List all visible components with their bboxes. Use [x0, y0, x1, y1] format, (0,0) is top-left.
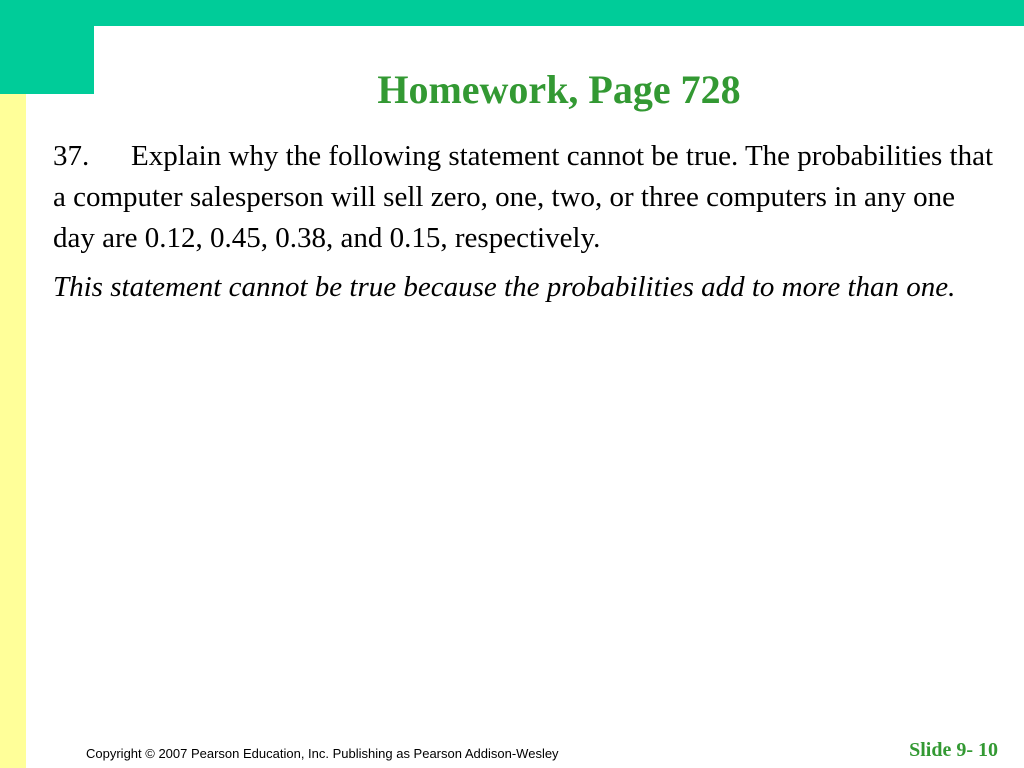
corner-accent-block [0, 0, 94, 94]
slide-number: Slide 9- 10 [909, 739, 998, 761]
answer-paragraph: This statement cannot be true because the probabilities add to more than one. [53, 271, 956, 303]
slide-title: Homework, Page 728 [377, 67, 741, 112]
question-number: 37. [53, 140, 90, 172]
slide-body [53, 136, 993, 308]
top-accent-bar [0, 0, 1024, 26]
question-paragraph [53, 136, 993, 259]
left-accent-bar [0, 94, 26, 768]
question-text: Explain why the following statement cannot be true. The probabilities that a computer salesperson will sell zero, one, two, or three computers in any one day are 0.12, 0.45, 0.38, and 0.15, respectively. [53, 140, 993, 254]
footer-copyright: Copyright © 2007 Pearson Education, Inc. Publishing as Pearson Addison-Wesley [86, 746, 559, 761]
